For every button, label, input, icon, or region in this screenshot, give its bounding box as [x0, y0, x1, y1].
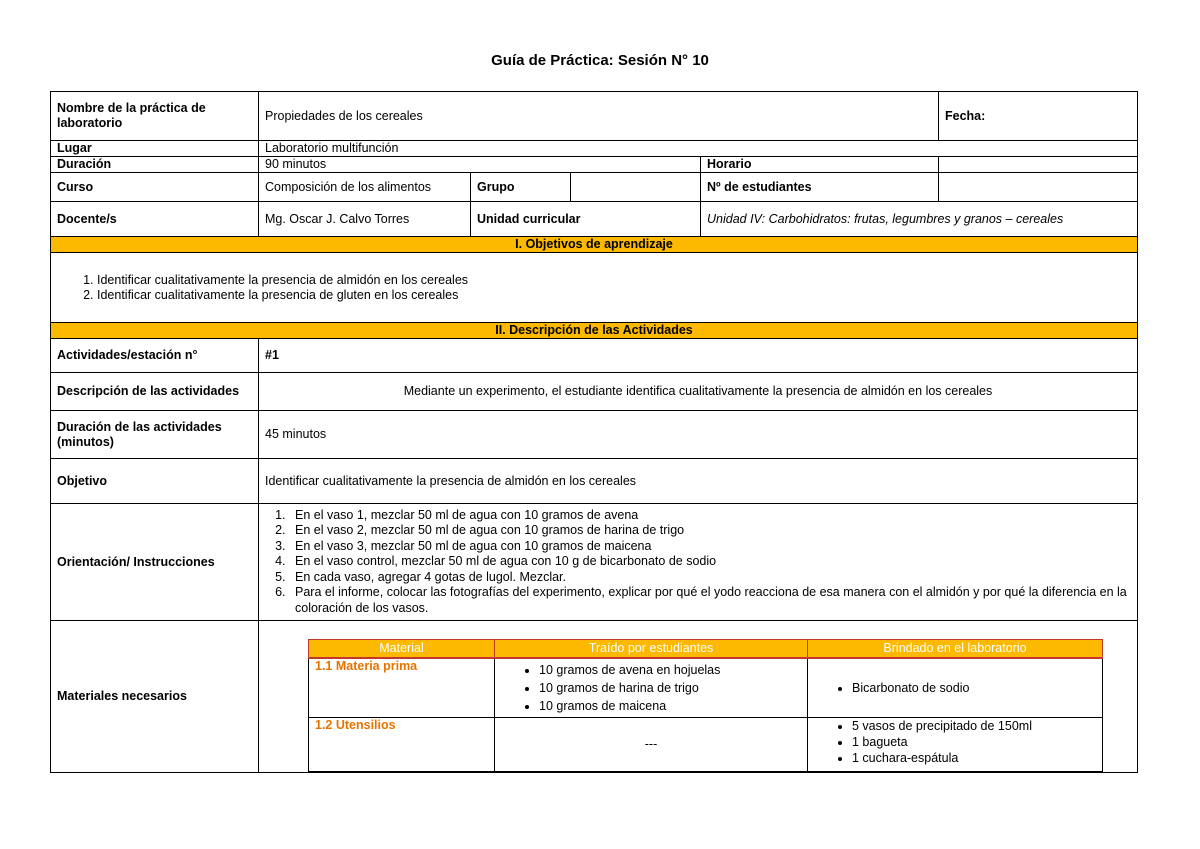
- duracion-label: Duración: [51, 157, 259, 173]
- col-laboratorio-header: Brindado en el laboratorio: [808, 639, 1103, 658]
- curso-value: Composición de los alimentos: [259, 173, 471, 202]
- utensilios-estudiantes: ---: [495, 718, 808, 772]
- estacion-label: Actividades/estación n°: [51, 339, 259, 373]
- objetivos-list-cell: [51, 253, 1138, 323]
- instrucciones-list: [261, 508, 1135, 617]
- list-item: • 10 gramos de avena en hojuelas: [539, 661, 801, 679]
- grupo-value: [571, 173, 701, 202]
- materia-prima-laboratorio: [808, 658, 1103, 718]
- page-title: Guía de Práctica: Sesión N° 10: [491, 52, 709, 69]
- horario-label: Horario: [701, 157, 939, 173]
- curso-label: Curso: [51, 173, 259, 202]
- estudiantes-value: [939, 173, 1138, 202]
- instrucciones-cell: [259, 504, 1138, 621]
- estacion-value: #1: [259, 339, 1138, 373]
- lugar-label: Lugar: [51, 141, 259, 157]
- list-item: • 1 bagueta: [852, 734, 1096, 750]
- objetivo-item: 1. Identificar cualitativamente la presencia de almidón en los cereales: [97, 273, 1131, 288]
- descripcion-label: Descripción de las actividades: [51, 373, 259, 411]
- practice-guide-table: [50, 91, 1138, 773]
- utensilios-label: 1.2 Utensilios: [309, 718, 495, 772]
- instruccion-item: 4. En el vaso control, mezclar 50 ml de agua con 10 g de bicarbonato de sodio: [289, 554, 1135, 570]
- instruccion-item: 2. En el vaso 2, mezclar 50 ml de agua con 10 gramos de harina de trigo: [289, 523, 1135, 539]
- horario-value: [939, 157, 1138, 173]
- nombre-label: Nombre de la práctica de laboratorio: [51, 92, 259, 141]
- grupo-label: Grupo: [471, 173, 571, 202]
- instruccion-item: 6. Para el informe, colocar las fotografías del experimento, explicar por qué el yodo reacciona de esa manera con el almidón y por qué la diferencia en la coloración de los vasos.: [289, 585, 1135, 616]
- objetivo-item: 2. Identificar cualitativamente la presencia de gluten en los cereales: [97, 288, 1131, 303]
- list-item: • Bicarbonato de sodio: [852, 679, 1096, 697]
- docente-label: Docente/s: [51, 202, 259, 237]
- estudiantes-label: Nº de estudiantes: [701, 173, 939, 202]
- list-item: • 1 cuchara-espátula: [852, 750, 1096, 766]
- list-item: • 5 vasos de precipitado de 150ml: [852, 718, 1096, 734]
- objetivo-label: Objetivo: [51, 459, 259, 504]
- list-item: • 10 gramos de harina de trigo: [539, 679, 801, 697]
- unidad-value: Unidad IV: Carbohidratos: frutas, legumbres y granos – cereales: [701, 202, 1138, 237]
- duracion-value: 90 minutos: [259, 157, 701, 173]
- docente-value: Mg. Oscar J. Calvo Torres: [259, 202, 471, 237]
- materia-prima-estudiantes: [495, 658, 808, 718]
- orientacion-label: Orientación/ Instrucciones: [51, 504, 259, 621]
- descripcion-value: Mediante un experimento, el estudiante identifica cualitativamente la presencia de almidón en los cereales: [259, 373, 1138, 411]
- materiales-table: [308, 639, 1103, 773]
- utensilios-laboratorio: [808, 718, 1103, 772]
- utensilios-lab-list: [814, 718, 1096, 766]
- duracion-actividades-value: 45 minutos: [259, 411, 1138, 459]
- lugar-value: Laboratorio multifunción: [259, 141, 1138, 157]
- col-material-header: Material: [309, 639, 495, 658]
- materia-prima-label: 1.1 Materia prima: [309, 658, 495, 718]
- col-estudiantes-header: Traído por estudiantes: [495, 639, 808, 658]
- materia-prima-lab-list: [814, 679, 1096, 697]
- objetivo-value: Identificar cualitativamente la presencia de almidón en los cereales: [259, 459, 1138, 504]
- nombre-value: Propiedades de los cereales: [259, 92, 939, 141]
- materia-prima-list: [501, 661, 801, 715]
- objetivos-section-title: I. Objetivos de aprendizaje: [51, 237, 1138, 253]
- instruccion-item: 5. En cada vaso, agregar 4 gotas de lugol. Mezclar.: [289, 570, 1135, 586]
- fecha-label: Fecha:: [939, 92, 1138, 141]
- instruccion-item: 1. En el vaso 1, mezclar 50 ml de agua con 10 gramos de avena: [289, 508, 1135, 524]
- objetivos-list: [57, 273, 1131, 303]
- materiales-cell: [259, 621, 1138, 773]
- instruccion-item: 3. En el vaso 3, mezclar 50 ml de agua con 10 gramos de maicena: [289, 539, 1135, 555]
- actividades-section-title: II. Descripción de las Actividades: [51, 323, 1138, 339]
- unidad-label: Unidad curricular: [471, 202, 701, 237]
- materiales-label: Materiales necesarios: [51, 621, 259, 773]
- duracion-actividades-label: Duración de las actividades (minutos): [51, 411, 259, 459]
- list-item: • 10 gramos de maicena: [539, 697, 801, 715]
